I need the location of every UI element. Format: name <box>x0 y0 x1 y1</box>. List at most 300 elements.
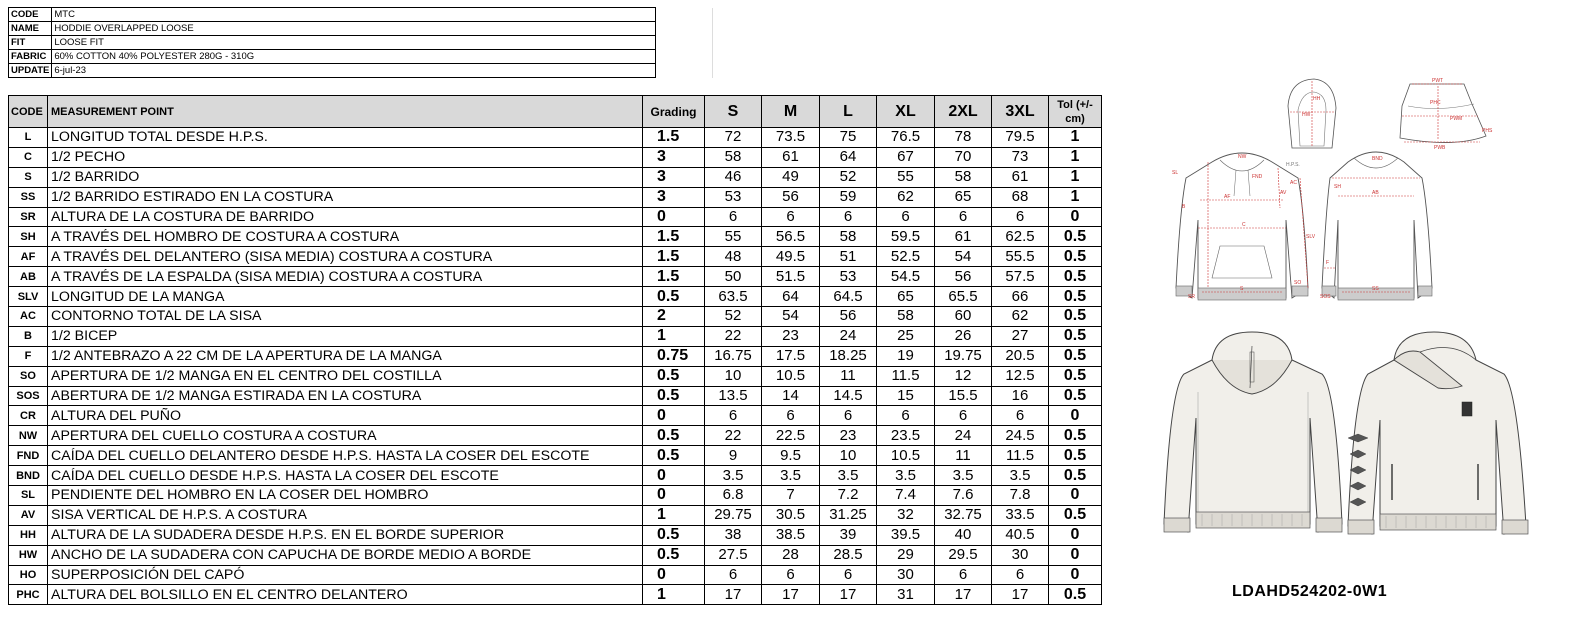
row-size-value: 51 <box>820 247 877 267</box>
row-code: CR <box>9 406 48 426</box>
row-measurement-point: ALTURA DEL BOLSILLO EN EL CENTRO DELANTERO <box>48 585 643 605</box>
header-size-m: M <box>762 96 820 128</box>
front-nw-label: NW <box>1238 154 1247 160</box>
back-sh-label: SH <box>1334 184 1341 190</box>
front-sl-label: SL <box>1172 170 1179 176</box>
row-size-value: 64.5 <box>820 287 877 307</box>
table-row <box>9 147 1102 167</box>
row-grading: 0.5 <box>643 525 705 545</box>
row-size-value: 29.75 <box>705 505 762 525</box>
row-size-value: 6 <box>935 406 992 426</box>
row-code: PHC <box>9 585 48 605</box>
row-size-value: 17.5 <box>762 346 820 366</box>
front-fnd-label: FND <box>1252 174 1263 180</box>
header-grid-cell <box>656 50 713 64</box>
row-size-value: 75 <box>820 128 877 148</box>
row-measurement-point: ABERTURA DE 1/2 MANGA ESTIRADA EN LA COSTURA <box>48 386 643 406</box>
row-size-value: 51.5 <box>762 267 820 287</box>
row-measurement-point: 1/2 BICEP <box>48 326 643 346</box>
row-measurement-point: APERTURA DEL CUELLO COSTURA A COSTURA <box>48 426 643 446</box>
table-row <box>9 227 1102 247</box>
header-info-value: HODDIE OVERLAPPED LOOSE <box>52 22 656 36</box>
row-code: AV <box>9 505 48 525</box>
row-size-value: 3.5 <box>935 466 992 486</box>
front-slv-label: SLV <box>1306 234 1316 240</box>
row-grading: 0.5 <box>643 545 705 565</box>
row-tolerance: 0.5 <box>1049 326 1102 346</box>
row-size-value: 61 <box>992 167 1049 187</box>
table-row <box>9 486 1102 506</box>
row-measurement-point: CAÍDA DEL CUELLO DELANTERO DESDE H.P.S. HASTA LA COSER DEL ESCOTE <box>48 446 643 466</box>
table-row <box>9 565 1102 585</box>
row-tolerance: 0.5 <box>1049 446 1102 466</box>
header-info-value: MTC <box>52 8 656 22</box>
header-info-key: FABRIC <box>9 50 52 64</box>
row-size-value: 79.5 <box>992 128 1049 148</box>
header-grid-cell <box>656 36 713 50</box>
row-size-value: 52 <box>820 167 877 187</box>
header-grid-cell <box>656 64 713 78</box>
row-tolerance: 0 <box>1049 486 1102 506</box>
row-size-value: 22 <box>705 326 762 346</box>
row-size-value: 56 <box>820 307 877 327</box>
pocket-phs-label: PHS <box>1482 128 1493 134</box>
row-grading: 1 <box>643 326 705 346</box>
row-measurement-point: ALTURA DE LA SUDADERA DESDE H.P.S. EN EL BORDE SUPERIOR <box>48 525 643 545</box>
row-size-value: 31 <box>877 585 935 605</box>
row-size-value: 6 <box>877 207 935 227</box>
row-size-value: 56 <box>762 187 820 207</box>
row-code: SH <box>9 227 48 247</box>
row-size-value: 63.5 <box>705 287 762 307</box>
table-row <box>9 406 1102 426</box>
row-size-value: 66 <box>992 287 1049 307</box>
row-size-value: 12.5 <box>992 366 1049 386</box>
header-grid-cell <box>656 8 713 22</box>
row-grading: 1.5 <box>643 227 705 247</box>
row-size-value: 62 <box>992 307 1049 327</box>
table-row <box>9 545 1102 565</box>
row-size-value: 23 <box>762 326 820 346</box>
row-code: FND <box>9 446 48 466</box>
row-measurement-point: SUPERPOSICIÓN DEL CAPÓ <box>48 565 643 585</box>
row-size-value: 6 <box>992 207 1049 227</box>
row-code: SLV <box>9 287 48 307</box>
row-tolerance: 0.5 <box>1049 466 1102 486</box>
row-size-value: 3.5 <box>820 466 877 486</box>
row-tolerance: 0.5 <box>1049 287 1102 307</box>
row-size-value: 58 <box>705 147 762 167</box>
row-size-value: 6.8 <box>705 486 762 506</box>
row-size-value: 29.5 <box>935 545 992 565</box>
row-tolerance: 0 <box>1049 565 1102 585</box>
front-s-label: S <box>1240 286 1244 292</box>
row-tolerance: 0.5 <box>1049 386 1102 406</box>
row-size-value: 6 <box>762 565 820 585</box>
row-grading: 0.5 <box>643 446 705 466</box>
row-size-value: 32 <box>877 505 935 525</box>
row-grading: 1.5 <box>643 128 705 148</box>
hood-hh-label: HH <box>1313 96 1321 102</box>
row-size-value: 73.5 <box>762 128 820 148</box>
row-measurement-point: 1/2 ANTEBRAZO A 22 CM DE LA APERTURA DE LA MANGA <box>48 346 643 366</box>
row-measurement-point: A TRAVÉS DEL HOMBRO DE COSTURA A COSTURA <box>48 227 643 247</box>
front-so-label: SO <box>1294 280 1302 286</box>
row-size-value: 27.5 <box>705 545 762 565</box>
row-size-value: 9 <box>705 446 762 466</box>
table-row <box>9 247 1102 267</box>
row-tolerance: 0.5 <box>1049 346 1102 366</box>
row-code: NW <box>9 426 48 446</box>
row-grading: 0.5 <box>643 386 705 406</box>
row-size-value: 54.5 <box>877 267 935 287</box>
table-row <box>9 346 1102 366</box>
table-row <box>9 167 1102 187</box>
row-size-value: 61 <box>935 227 992 247</box>
row-code: L <box>9 128 48 148</box>
row-tolerance: 1 <box>1049 147 1102 167</box>
row-code: AF <box>9 247 48 267</box>
row-size-value: 7.2 <box>820 486 877 506</box>
row-size-value: 7.6 <box>935 486 992 506</box>
row-size-value: 56.5 <box>762 227 820 247</box>
measurement-table <box>8 95 1102 605</box>
row-size-value: 39.5 <box>877 525 935 545</box>
row-code: HO <box>9 565 48 585</box>
row-size-value: 30 <box>877 565 935 585</box>
row-tolerance: 0.5 <box>1049 505 1102 525</box>
back-ab-label: AB <box>1372 190 1379 196</box>
row-size-value: 3.5 <box>705 466 762 486</box>
table-row <box>9 207 1102 227</box>
row-tolerance: 0.5 <box>1049 247 1102 267</box>
table-row <box>9 386 1102 406</box>
row-size-value: 46 <box>705 167 762 187</box>
row-grading: 1.5 <box>643 267 705 287</box>
row-tolerance: 0 <box>1049 525 1102 545</box>
front-b-label: B <box>1182 204 1186 210</box>
header-info-row <box>9 8 770 22</box>
row-size-value: 68 <box>992 187 1049 207</box>
header-info-value: LOOSE FIT <box>52 36 656 50</box>
table-row <box>9 287 1102 307</box>
row-grading: 0 <box>643 486 705 506</box>
pocket-sketch <box>1394 76 1494 151</box>
back-technical-sketch <box>1318 148 1436 316</box>
front-c-label: C <box>1242 222 1246 228</box>
row-size-value: 27 <box>992 326 1049 346</box>
row-size-value: 17 <box>820 585 877 605</box>
row-size-value: 6 <box>877 406 935 426</box>
row-size-value: 58 <box>935 167 992 187</box>
style-reference-code: LDAHD524202-0W1 <box>1232 583 1388 600</box>
row-size-value: 54 <box>762 307 820 327</box>
row-grading: 0.5 <box>643 366 705 386</box>
row-tolerance: 0.5 <box>1049 585 1102 605</box>
row-size-value: 14 <box>762 386 820 406</box>
row-code: HH <box>9 525 48 545</box>
row-code: AB <box>9 267 48 287</box>
header-info-key: FIT <box>9 36 52 50</box>
row-size-value: 55 <box>877 167 935 187</box>
row-size-value: 59 <box>820 187 877 207</box>
row-size-value: 10 <box>705 366 762 386</box>
row-size-value: 11 <box>935 446 992 466</box>
row-size-value: 18.25 <box>820 346 877 366</box>
row-code: SO <box>9 366 48 386</box>
row-measurement-point: LONGITUD DE LA MANGA <box>48 287 643 307</box>
row-measurement-point: ANCHO DE LA SUDADERA CON CAPUCHA DE BORDE MEDIO A BORDE <box>48 545 643 565</box>
row-size-value: 22.5 <box>762 426 820 446</box>
row-size-value: 7.8 <box>992 486 1049 506</box>
row-measurement-point: A TRAVÉS DE LA ESPALDA (SISA MEDIA) COSTURA A COSTURA <box>48 267 643 287</box>
row-measurement-point: A TRAVÉS DEL DELANTERO (SISA MEDIA) COSTURA A COSTURA <box>48 247 643 267</box>
row-size-value: 61 <box>762 147 820 167</box>
row-size-value: 10 <box>820 446 877 466</box>
row-size-value: 17 <box>762 585 820 605</box>
row-size-value: 72 <box>705 128 762 148</box>
row-size-value: 28.5 <box>820 545 877 565</box>
row-size-value: 33.5 <box>992 505 1049 525</box>
header-grid-cell <box>713 22 770 36</box>
row-code: SL <box>9 486 48 506</box>
row-size-value: 56 <box>935 267 992 287</box>
table-row <box>9 366 1102 386</box>
row-tolerance: 0 <box>1049 406 1102 426</box>
table-row <box>9 128 1102 148</box>
back-hoodie-illustration <box>1342 330 1532 540</box>
row-size-value: 17 <box>935 585 992 605</box>
row-size-value: 24 <box>820 326 877 346</box>
row-size-value: 53 <box>705 187 762 207</box>
row-grading: 0 <box>643 406 705 426</box>
table-row <box>9 187 1102 207</box>
row-size-value: 6 <box>992 565 1049 585</box>
row-size-value: 15 <box>877 386 935 406</box>
row-measurement-point: ALTURA DEL PUÑO <box>48 406 643 426</box>
row-size-value: 78 <box>935 128 992 148</box>
pocket-phc-label: PHC <box>1430 100 1441 106</box>
row-tolerance: 0.5 <box>1049 366 1102 386</box>
back-sos-label: SOS <box>1320 294 1331 300</box>
row-measurement-point: CONTORNO TOTAL DE LA SISA <box>48 307 643 327</box>
row-size-value: 53 <box>820 267 877 287</box>
row-size-value: 39 <box>820 525 877 545</box>
row-measurement-point: 1/2 BARRIDO <box>48 167 643 187</box>
table-row <box>9 525 1102 545</box>
row-size-value: 17 <box>992 585 1049 605</box>
back-bnd-label: BND <box>1372 156 1383 162</box>
row-size-value: 67 <box>877 147 935 167</box>
row-size-value: 48 <box>705 247 762 267</box>
row-measurement-point: LONGITUD TOTAL DESDE H.P.S. <box>48 128 643 148</box>
row-grading: 0 <box>643 207 705 227</box>
row-size-value: 11.5 <box>992 446 1049 466</box>
row-size-value: 10.5 <box>762 366 820 386</box>
hood-hw-label: HW <box>1302 112 1311 118</box>
table-row <box>9 446 1102 466</box>
header-tolerance: Tol (+/- cm) <box>1049 96 1102 128</box>
row-size-value: 32.75 <box>935 505 992 525</box>
row-tolerance: 1 <box>1049 187 1102 207</box>
row-measurement-point: APERTURA DE 1/2 MANGA EN EL CENTRO DEL COSTILLA <box>48 366 643 386</box>
header-info-key: CODE <box>9 8 52 22</box>
pocket-pwb-label: PWB <box>1434 145 1446 151</box>
header-grid-cell <box>713 50 770 64</box>
row-measurement-point: 1/2 PECHO <box>48 147 643 167</box>
row-size-value: 19.75 <box>935 346 992 366</box>
row-size-value: 6 <box>820 406 877 426</box>
row-size-value: 6 <box>762 207 820 227</box>
row-size-value: 49 <box>762 167 820 187</box>
header-info-key: NAME <box>9 22 52 36</box>
front-hoodie-illustration <box>1158 328 1348 540</box>
row-size-value: 13.5 <box>705 386 762 406</box>
row-grading: 1.5 <box>643 247 705 267</box>
row-size-value: 6 <box>705 207 762 227</box>
row-code: F <box>9 346 48 366</box>
row-size-value: 6 <box>762 406 820 426</box>
front-af-label: AF <box>1224 194 1231 200</box>
row-size-value: 6 <box>820 565 877 585</box>
row-size-value: 6 <box>820 207 877 227</box>
row-size-value: 10.5 <box>877 446 935 466</box>
row-tolerance: 0 <box>1049 207 1102 227</box>
row-tolerance: 0.5 <box>1049 227 1102 247</box>
row-size-value: 52 <box>705 307 762 327</box>
table-row <box>9 585 1102 605</box>
row-code: SR <box>9 207 48 227</box>
row-size-value: 60 <box>935 307 992 327</box>
row-measurement-point: ALTURA DE LA COSTURA DE BARRIDO <box>48 207 643 227</box>
row-size-value: 28 <box>762 545 820 565</box>
row-size-value: 31.25 <box>820 505 877 525</box>
row-grading: 3 <box>643 187 705 207</box>
header-info-row <box>9 36 770 50</box>
header-info-row <box>9 50 770 64</box>
row-size-value: 24.5 <box>992 426 1049 446</box>
row-size-value: 49.5 <box>762 247 820 267</box>
row-size-value: 6 <box>935 565 992 585</box>
row-size-value: 24 <box>935 426 992 446</box>
row-grading: 0 <box>643 466 705 486</box>
row-grading: 2 <box>643 307 705 327</box>
back-ss-label: SS <box>1372 286 1379 292</box>
table-row <box>9 326 1102 346</box>
header-info-value: 60% COTTON 40% POLYESTER 280G - 310G <box>52 50 656 64</box>
row-size-value: 30 <box>992 545 1049 565</box>
row-size-value: 26 <box>935 326 992 346</box>
header-grid-cell <box>656 22 713 36</box>
row-code: C <box>9 147 48 167</box>
header-info-table <box>8 7 769 78</box>
row-tolerance: 0 <box>1049 545 1102 565</box>
row-size-value: 65.5 <box>935 287 992 307</box>
row-size-value: 40.5 <box>992 525 1049 545</box>
row-size-value: 7 <box>762 486 820 506</box>
front-ac-label: AC <box>1290 180 1297 186</box>
row-size-value: 52.5 <box>877 247 935 267</box>
row-size-value: 38.5 <box>762 525 820 545</box>
row-size-value: 14.5 <box>820 386 877 406</box>
row-size-value: 3.5 <box>762 466 820 486</box>
row-size-value: 3.5 <box>992 466 1049 486</box>
row-size-value: 16 <box>992 386 1049 406</box>
row-size-value: 64 <box>762 287 820 307</box>
row-size-value: 9.5 <box>762 446 820 466</box>
row-tolerance: 0.5 <box>1049 267 1102 287</box>
table-row <box>9 466 1102 486</box>
row-code: SS <box>9 187 48 207</box>
row-measurement-point: 1/2 BARRIDO ESTIRADO EN LA COSTURA <box>48 187 643 207</box>
row-tolerance: 0.5 <box>1049 307 1102 327</box>
row-measurement-point: PENDIENTE DEL HOMBRO EN LA COSER DEL HOMBRO <box>48 486 643 506</box>
row-grading: 0.75 <box>643 346 705 366</box>
row-code: SOS <box>9 386 48 406</box>
row-size-value: 55.5 <box>992 247 1049 267</box>
front-sr-label: SR <box>1188 294 1195 300</box>
row-size-value: 62 <box>877 187 935 207</box>
row-size-value: 65 <box>877 287 935 307</box>
row-tolerance: 0.5 <box>1049 426 1102 446</box>
row-size-value: 58 <box>820 227 877 247</box>
front-hps-label: H.P.S. <box>1286 162 1300 168</box>
row-size-value: 40 <box>935 525 992 545</box>
row-size-value: 50 <box>705 267 762 287</box>
row-size-value: 38 <box>705 525 762 545</box>
header-code: CODE <box>9 96 48 128</box>
row-size-value: 11 <box>820 366 877 386</box>
header-grid-cell <box>713 36 770 50</box>
row-size-value: 17 <box>705 585 762 605</box>
header-measurement-point: MEASUREMENT POINT <box>48 96 643 128</box>
pocket-pwt-label: PWT <box>1432 78 1444 84</box>
row-size-value: 7.4 <box>877 486 935 506</box>
row-size-value: 6 <box>935 207 992 227</box>
header-grading: Grading <box>643 96 705 128</box>
header-size-xl: XL <box>877 96 935 128</box>
row-measurement-point: SISA VERTICAL DE H.P.S. A COSTURA <box>48 505 643 525</box>
row-size-value: 6 <box>705 406 762 426</box>
pocket-pwm-label: PWM <box>1450 116 1463 122</box>
table-row <box>9 426 1102 446</box>
row-grading: 0 <box>643 565 705 585</box>
row-size-value: 65 <box>935 187 992 207</box>
row-grading: 3 <box>643 167 705 187</box>
row-code: HW <box>9 545 48 565</box>
header-size-l: L <box>820 96 877 128</box>
row-grading: 3 <box>643 147 705 167</box>
header-grid-cell <box>713 64 770 78</box>
row-size-value: 54 <box>935 247 992 267</box>
row-size-value: 3.5 <box>877 466 935 486</box>
row-size-value: 20.5 <box>992 346 1049 366</box>
row-size-value: 12 <box>935 366 992 386</box>
row-size-value: 76.5 <box>877 128 935 148</box>
front-technical-sketch <box>1168 148 1318 316</box>
header-grid-cell <box>713 8 770 22</box>
row-size-value: 59.5 <box>877 227 935 247</box>
table-row <box>9 267 1102 287</box>
header-info-key: UPDATE <box>9 64 52 78</box>
row-code: AC <box>9 307 48 327</box>
table-row <box>9 505 1102 525</box>
table-header-row <box>9 96 1102 128</box>
row-size-value: 62.5 <box>992 227 1049 247</box>
row-size-value: 6 <box>992 406 1049 426</box>
header-size-3xl: 3XL <box>992 96 1049 128</box>
row-size-value: 58 <box>877 307 935 327</box>
